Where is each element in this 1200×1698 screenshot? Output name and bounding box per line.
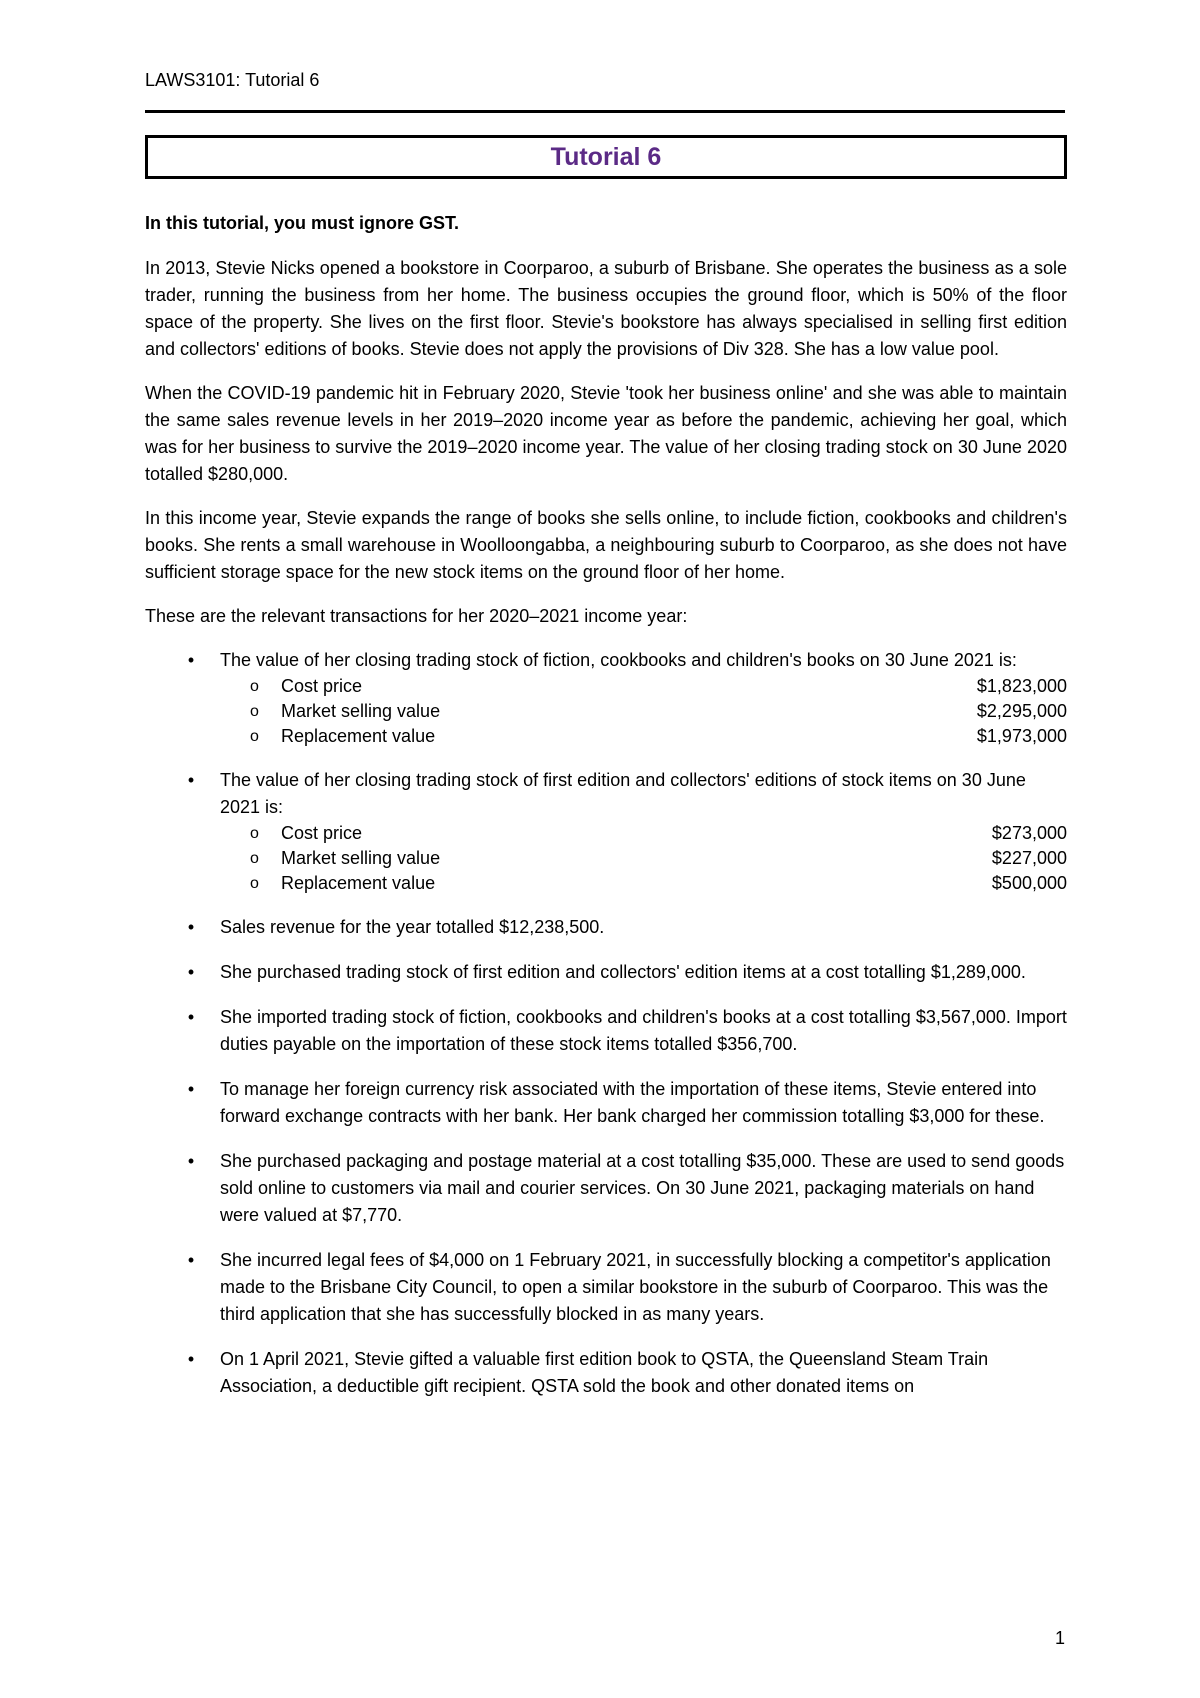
page-number: 1 bbox=[1055, 1628, 1066, 1648]
list-item-text: She purchased packaging and postage material at a cost totalling $35,000. These are used to send goods sold online to customers via mail and courier services. On 30 June 2021, packaging materials on hand were valued at $7,770. bbox=[220, 1151, 1065, 1225]
running-header: LAWS3101: Tutorial 6 bbox=[145, 70, 320, 90]
sub-bullet-icon: o bbox=[250, 728, 259, 745]
bullet-icon: • bbox=[187, 1007, 195, 1027]
sub-item-value: $1,823,000 bbox=[976, 676, 1067, 696]
sub-item bbox=[220, 724, 1067, 749]
sub-item-value: $227,000 bbox=[991, 848, 1067, 868]
bullet-icon: • bbox=[187, 1250, 195, 1270]
paragraph-intro: In 2013, Stevie Nicks opened a bookstore in Coorparoo, a suburb of Brisbane. She operates the business as a sole trader, running the business from her home. The business occupies the ground floor, which is 50% of the floor space of the property. She lives on the first floor. Stevie's bookstore has always specialised in selling first edition and collectors' editions of books. Stevie does not apply the provisions of Div 328. She has a low value pool. bbox=[145, 258, 1067, 359]
instruction-text: In this tutorial, you must ignore GST. bbox=[145, 213, 460, 233]
sub-item-label: Cost price bbox=[281, 823, 363, 843]
sub-bullet-icon: o bbox=[250, 850, 259, 867]
sub-item-label: Market selling value bbox=[281, 701, 441, 721]
paragraph-expansion: In this income year, Stevie expands the range of books she sells online, to include fiction, cookbooks and children's books. She rents a small warehouse in Woolloongabba, a neighbouring suburb to Coorparoo, as she does not have sufficient storage space for the new stock items on the ground floor of her home. bbox=[145, 508, 1067, 582]
list-item-text: On 1 April 2021, Stevie gifted a valuable first edition book to QSTA, the Queensland Steam Train Association, a deductible gift recipient. QSTA sold the book and other donated items on bbox=[220, 1349, 989, 1396]
list-item bbox=[145, 1247, 1067, 1328]
sub-item bbox=[220, 674, 1067, 699]
list-item-text: The value of her closing trading stock of fiction, cookbooks and children's books on 30 June 2021 is: bbox=[220, 650, 1017, 670]
sub-item bbox=[220, 871, 1067, 896]
list-item-text: She imported trading stock of fiction, cookbooks and children's books at a cost totalling $3,567,000. Import duties payable on the importation of these stock items totalled $356,700. bbox=[220, 1007, 1067, 1054]
bullet-icon: • bbox=[187, 650, 195, 670]
list-item bbox=[145, 1076, 1067, 1130]
sub-item-value: $273,000 bbox=[991, 823, 1067, 843]
bullet-icon: • bbox=[187, 917, 195, 937]
sub-item-label: Market selling value bbox=[281, 848, 441, 868]
sub-item bbox=[220, 699, 1067, 724]
page-title: Tutorial 6 bbox=[550, 142, 662, 171]
bullet-icon: • bbox=[187, 1151, 195, 1171]
list-item bbox=[145, 914, 1067, 941]
sub-bullet-icon: o bbox=[250, 678, 259, 695]
title-box bbox=[145, 135, 1067, 179]
list-item-text: The value of her closing trading stock of first edition and collectors' editions of stock items on 30 June 2021 is: bbox=[220, 770, 1026, 817]
sub-item bbox=[220, 821, 1067, 846]
sub-item-label: Replacement value bbox=[281, 873, 436, 893]
list-item bbox=[145, 1148, 1067, 1229]
list-item bbox=[145, 647, 1067, 749]
list-item-text: She incurred legal fees of $4,000 on 1 February 2021, in successfully blocking a competitor's application made to the Brisbane City Council, to open a similar bookstore in the suburb of Coorparoo. This was the third application that she has successfully blocked in as many years. bbox=[220, 1250, 1051, 1324]
bullet-icon: • bbox=[187, 1079, 195, 1099]
sub-item-value: $1,973,000 bbox=[976, 726, 1067, 746]
sub-item bbox=[220, 846, 1067, 871]
sub-item-label: Replacement value bbox=[281, 726, 436, 746]
list-item-text: She purchased trading stock of first edition and collectors' edition items at a cost totalling $1,289,000. bbox=[220, 962, 1026, 982]
sub-bullet-icon: o bbox=[250, 703, 259, 720]
list-item-text: Sales revenue for the year totalled $12,238,500. bbox=[220, 917, 605, 937]
list-item-text: To manage her foreign currency risk associated with the importation of these items, Stevie entered into forward exchange contracts with her bank. Her bank charged her commission totalling $3,000 for these. bbox=[220, 1079, 1045, 1126]
list-item bbox=[145, 1346, 1067, 1400]
sub-item-value: $2,295,000 bbox=[976, 701, 1067, 721]
paragraph-transactions-intro: These are the relevant transactions for her 2020–2021 income year: bbox=[145, 606, 688, 626]
bullet-icon: • bbox=[187, 962, 195, 982]
header-rule bbox=[145, 110, 1065, 113]
paragraph-covid: When the COVID-19 pandemic hit in February 2020, Stevie 'took her business online' and she was able to maintain the same sales revenue levels in her 2019–2020 income year as before the pandemic, achieving her goal, which was for her business to survive the 2019–2020 income year. The value of her closing trading stock on 30 June 2020 totalled $280,000. bbox=[145, 383, 1067, 484]
transactions-list bbox=[145, 647, 1067, 1400]
sub-item-value: $500,000 bbox=[991, 873, 1067, 893]
bullet-icon: • bbox=[187, 770, 195, 790]
sub-item-label: Cost price bbox=[281, 676, 363, 696]
sub-bullet-icon: o bbox=[250, 875, 259, 892]
list-item bbox=[145, 959, 1067, 986]
list-item bbox=[145, 767, 1067, 896]
sub-bullet-icon: o bbox=[250, 825, 259, 842]
document-body bbox=[145, 210, 1067, 1418]
list-item bbox=[145, 1004, 1067, 1058]
bullet-icon: • bbox=[187, 1349, 195, 1369]
